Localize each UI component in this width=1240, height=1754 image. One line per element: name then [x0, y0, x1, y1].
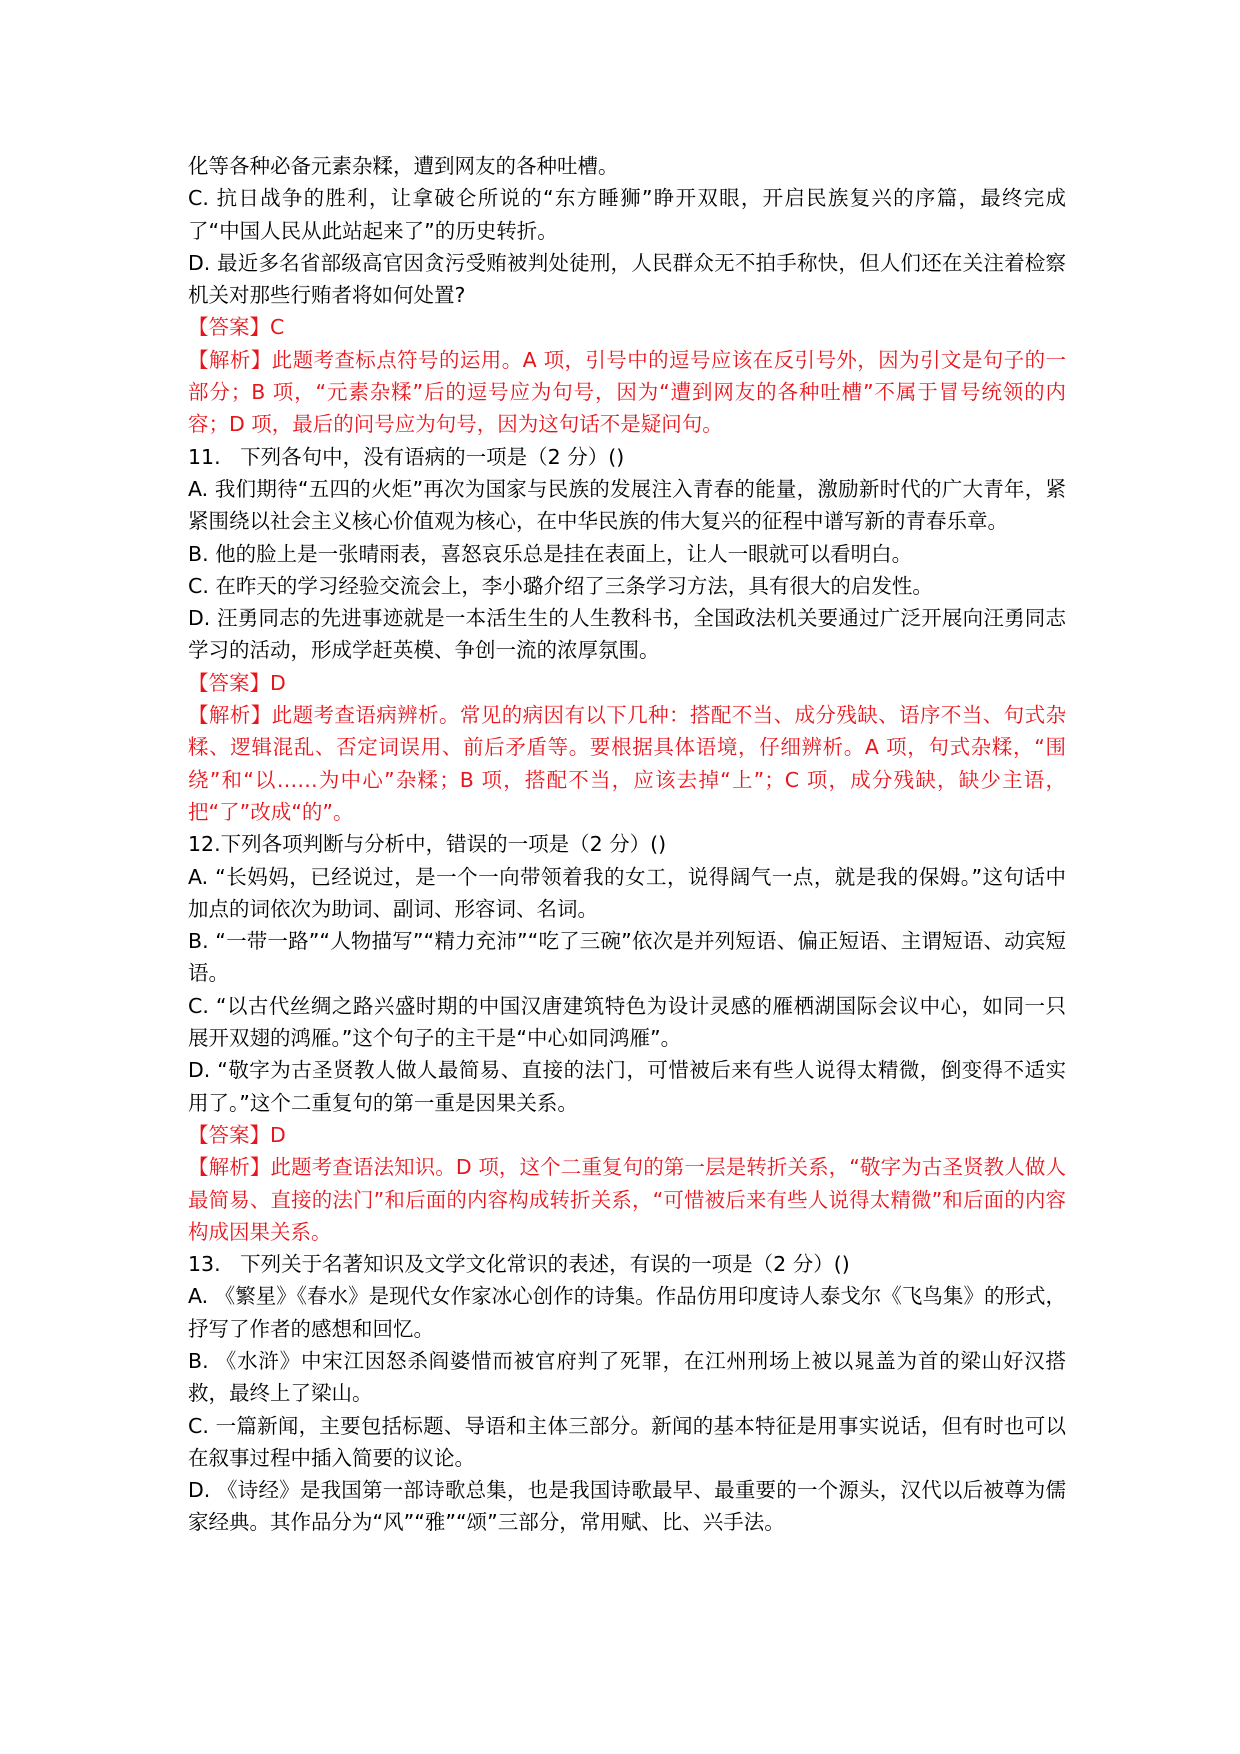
explanation-q10: 【解析】此题考查标点符号的运用。A 项，引号中的逗号应该在反引号外，因为引文是句子的一部分；B 项，“元素杂糅”后的逗号应为句号，因为“遭到网友的各种吐槽”不属于冒号统领的内容；D 项，最后的问号应为句号，因为这句话不是疑问句。	[188, 347, 1066, 437]
option-c-q11: C. 在昨天的学习经验交流会上，李小璐介绍了三条学习方法，具有很大的启发性。	[188, 573, 933, 598]
option-a-q13: A. 《繁星》《春水》是现代女作家冰心创作的诗集。作品仿用印度诗人泰戈尔《飞鸟集》的形式，抒写了作者的感想和回忆。	[188, 1284, 1066, 1341]
answer-q10: 【答案】C	[188, 315, 285, 340]
option-d-q10: D. 最近多名省部级高官因贪污受贿被判处徒刑，人民群众无不拍手称快，但人们还在关注着检察机关对那些行贿者将如何处置?	[188, 250, 1066, 308]
question-11: 11. 下列各句中，没有语病的一项是（2 分）()	[188, 444, 625, 469]
paragraph-continuation: 化等各种必备元素杂糅，遭到网友的各种吐槽。	[188, 154, 619, 178]
option-c-q13: C. 一篇新闻，主要包括标题、导语和主体三部分。新闻的基本特征是用事实说话，但有时也可以在叙事过程中插入简要的议论。	[188, 1413, 1066, 1470]
option-c-q10: C. 抗日战争的胜利，让拿破仑所说的“东方睡狮”睁开双眼，开启民族复兴的序篇，最终完成了“中国人民从此站起来了”的历史转折。	[188, 186, 1066, 243]
explanation-q12: 【解析】此题考查语法知识。D 项，这个二重复句的第一层是转折关系，“敬字为古圣贤教人做人最简易、直接的法门”和后面的内容构成转折关系，“可惜被后来有些人说得太精微”和后面的内容构成因果关系。	[188, 1155, 1066, 1244]
option-d-q12: D. “敬字为古圣贤教人做人最简易、直接的法门，可惜被后来有些人说得太精微，倒变得不适实用了。”这个二重复句的第一重是因果关系。	[188, 1058, 1066, 1115]
option-b-q13: B. 《水浒》中宋江因怒杀阎婆惜而被官府判了死罪，在江州刑场上被以晁盖为首的梁山好汉搭救，最终上了梁山。	[188, 1348, 1066, 1406]
option-a-q11: A. 我们期待“五四的火炬”再次为国家与民族的发展注入青春的能量，激励新时代的广大青年，紧紧围绕以社会主义核心价值观为核心，在中华民族的伟大复兴的征程中谱写新的青春乐章。	[188, 476, 1066, 534]
option-c-q12: C. “以古代丝绸之路兴盛时期的中国汉唐建筑特色为设计灵感的雁栖湖国际会议中心，如同一只展开双翅的鸿雁。”这个句子的主干是“中心如同鸿雁”。	[188, 993, 1066, 1051]
option-d-q13: D. 《诗经》是我国第一部诗歌总集，也是我国诗歌最早、最重要的一个源头，汉代以后被尊为儒家经典。其作品分为“风”“雅”“颂”三部分，常用赋、比、兴手法。	[188, 1478, 1066, 1535]
option-a-q12: A. “长妈妈，已经说过，是一个一向带领着我的女工，说得阔气一点，就是我的保姆。”这句话中加点的词依次为助词、副词、形容词、名词。	[188, 864, 1066, 921]
answer-q12: 【答案】D	[188, 1122, 286, 1147]
option-b-q11: B. 他的脸上是一张晴雨表，喜怒哀乐总是挂在表面上，让人一眼就可以看明白。	[188, 541, 913, 566]
option-b-q12: B. “一带一路”“人物描写”“精力充沛”“吃了三碗”依次是并列短语、偏正短语、主谓短语、动宾短语。	[188, 929, 1066, 986]
option-d-q11: D. 汪勇同志的先进事迹就是一本活生生的人生教科书，全国政法机关要通过广泛开展向汪勇同志学习的活动，形成学赶英模、争创一流的浓厚氛围。	[188, 606, 1066, 663]
answer-q11: 【答案】D	[188, 670, 286, 695]
explanation-q11: 【解析】此题考查语病辨析。常见的病因有以下几种：搭配不当、成分残缺、语序不当、句式杂糅、逻辑混乱、否定词误用、前后矛盾等。要根据具体语境，仔细辨析。A 项，句式杂糅，“围绕”和“以……为中心”杂糅；B 项，搭配不当，应该去掉“上”；C 项，成分残缺，缺少主语，把“了”改成“的”。	[188, 703, 1066, 824]
question-13: 13. 下列关于名著知识及文学文化常识的表述，有误的一项是（2 分）()	[188, 1252, 850, 1277]
question-12: 12.下列各项判断与分析中，错误的一项是（2 分）()	[188, 832, 667, 857]
document-page	[188, 150, 1066, 1539]
